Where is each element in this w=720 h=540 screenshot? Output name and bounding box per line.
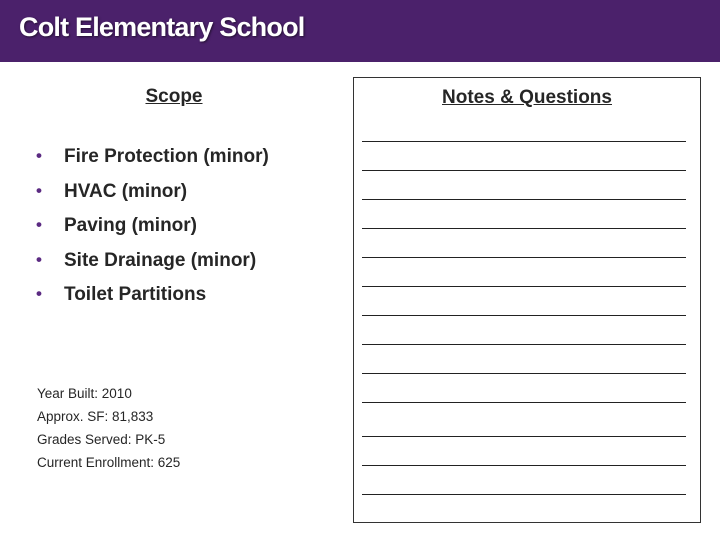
fact-grades-served: Grades Served: PK-5	[37, 432, 166, 447]
list-item-label: Toilet Partitions	[64, 284, 207, 305]
notes-heading: Notes & Questions	[442, 87, 612, 108]
notes-panel	[353, 77, 701, 523]
note-line	[362, 465, 686, 466]
bullet-icon: •	[36, 215, 42, 234]
note-line	[362, 170, 686, 171]
bullet-icon: •	[36, 249, 42, 269]
scope-list	[34, 146, 269, 319]
list-item	[34, 146, 269, 181]
note-line	[362, 436, 686, 437]
bullet-icon: •	[36, 180, 42, 200]
fact-square-footage: Approx. SF: 81,833	[37, 409, 154, 424]
list-item	[34, 250, 269, 285]
note-line	[362, 286, 686, 287]
note-line	[362, 141, 686, 142]
note-line	[362, 257, 686, 258]
note-line	[362, 344, 686, 345]
fact-enrollment: Current Enrollment: 625	[37, 455, 181, 470]
list-item-label: Site Drainage (minor)	[64, 249, 257, 271]
title-bar	[0, 0, 720, 62]
list-item-label: Paving (minor)	[64, 215, 198, 236]
note-line	[362, 199, 686, 200]
list-item	[34, 181, 269, 216]
note-line	[362, 228, 686, 229]
page-title: Colt Elementary School	[19, 12, 305, 42]
list-item-label: HVAC (minor)	[64, 180, 188, 202]
list-item-label: Fire Protection (minor)	[64, 146, 269, 167]
list-item	[34, 215, 269, 250]
scope-heading: Scope	[145, 86, 203, 107]
note-line	[362, 315, 686, 316]
note-line	[362, 373, 686, 374]
list-item	[34, 284, 269, 319]
bullet-icon: •	[36, 284, 42, 303]
fact-year-built: Year Built: 2010	[37, 386, 132, 401]
note-line	[362, 494, 686, 495]
bullet-icon: •	[36, 146, 42, 165]
school-facts	[37, 386, 180, 478]
note-line	[362, 402, 686, 403]
